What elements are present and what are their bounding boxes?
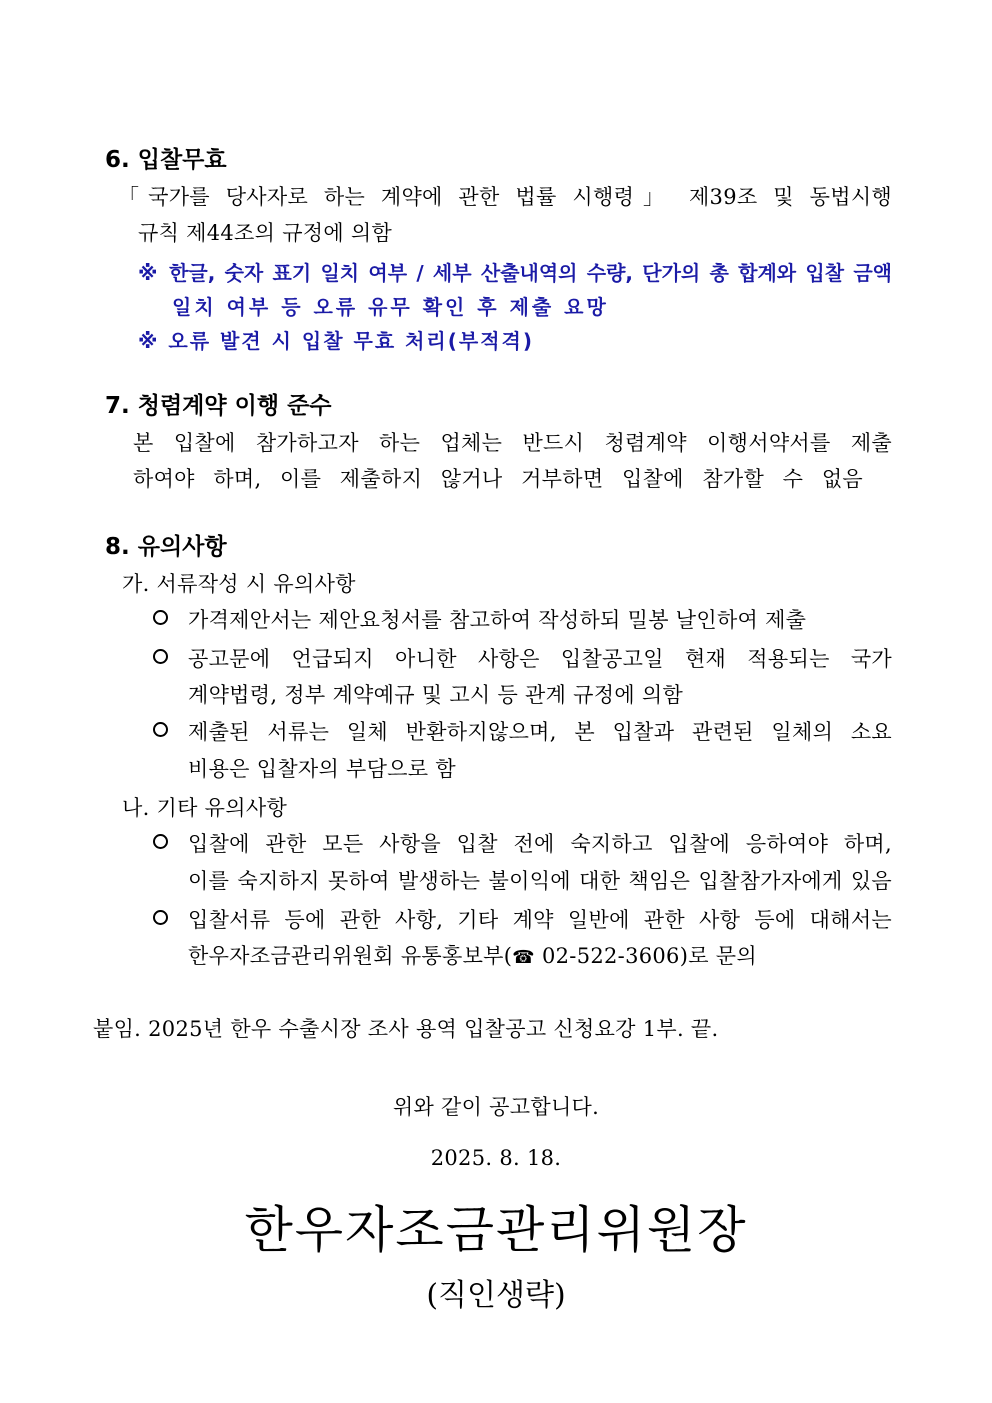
item-ga-3-line-1: 제출된 서류는 일체 반환하지않으며, 본 입찰과 관련된 일체의 소요 xyxy=(188,720,892,744)
circle-bullet-icon xyxy=(153,722,168,737)
circle-bullet-icon xyxy=(153,649,168,664)
section-6-line-1: 「국가를 당사자로 하는 계약에 관한 법률 시행령」 제39조 및 동법시행 xyxy=(118,185,892,209)
section-8-heading: 8. 유의사항 xyxy=(105,534,227,560)
issuer-title: 한우자조금관리위원장 xyxy=(244,1201,748,1259)
section-6-line-2: 규칙 제44조의 규정에 의함 xyxy=(138,221,393,245)
subsection-ga: 가. 서류작성 시 유의사항 xyxy=(122,572,356,596)
item-na-1-line-2: 이를 숙지하지 못하여 발생하는 불이익에 대한 책임은 입찰참가자에게 있음 xyxy=(188,869,892,893)
attachment-note: 붙임. 2025년 한우 수출시장 조사 용역 입찰공고 신청요강 1부. 끝. xyxy=(93,1017,719,1041)
item-na-1-line-1: 입찰에 관한 모든 사항을 입찰 전에 숙지하고 입찰에 응하여야 하며, xyxy=(188,832,892,856)
notice-line-1: ※ 한글, 숫자 표기 일치 여부 / 세부 산출내역의 수량, 단가의 총 합계와 입찰 금액 xyxy=(138,261,892,285)
subsection-na: 나. 기타 유의사항 xyxy=(122,796,288,820)
item-ga-2-line-2: 계약법령, 정부 계약예규 및 고시 등 관계 규정에 의함 xyxy=(188,683,684,707)
item-ga-3-line-2: 비용은 입찰자의 부담으로 함 xyxy=(188,757,456,781)
circle-bullet-icon xyxy=(153,834,168,849)
date: 2025. 8. 18. xyxy=(430,1146,562,1170)
section-7-heading: 7. 청렴계약 이행 준수 xyxy=(105,393,332,419)
item-ga-1: 가격제안서는 제안요청서를 참고하여 작성하되 밀봉 날인하여 제출 xyxy=(188,608,807,632)
section-7-line-2: 하여야 하며, 이를 제출하지 않거나 거부하면 입찰에 참가할 수 없음 xyxy=(133,467,863,491)
circle-bullet-icon xyxy=(153,610,168,625)
notice-line-2: 일치 여부 등 오류 유무 확인 후 제출 요망 xyxy=(172,295,609,319)
contact-text-a: 한우자조금관리위원회 유통홍보부( xyxy=(188,944,513,968)
item-na-2-line-1: 입찰서류 등에 관한 사항, 기타 계약 일반에 관한 사항 등에 대해서는 xyxy=(188,908,892,932)
closing-statement: 위와 같이 공고합니다. xyxy=(392,1095,600,1119)
item-ga-2-line-1: 공고문에 언급되지 아니한 사항은 입찰공고일 현재 적용되는 국가 xyxy=(188,647,892,671)
seal-omitted: (직인생략) xyxy=(426,1278,566,1313)
contact-text-b: 02-522-3606)로 문의 xyxy=(535,944,757,968)
notice-line-3: ※ 오류 발견 시 입찰 무효 처리(부적격) xyxy=(138,329,534,353)
section-7-line-1: 본 입찰에 참가하고자 하는 업체는 반드시 청렴계약 이행서약서를 제출 xyxy=(133,431,892,455)
section-6-heading: 6. 입찰무효 xyxy=(105,147,227,173)
circle-bullet-icon xyxy=(153,910,168,925)
item-na-2-line-2 xyxy=(188,940,757,970)
telephone-icon: ☎ xyxy=(512,947,535,968)
